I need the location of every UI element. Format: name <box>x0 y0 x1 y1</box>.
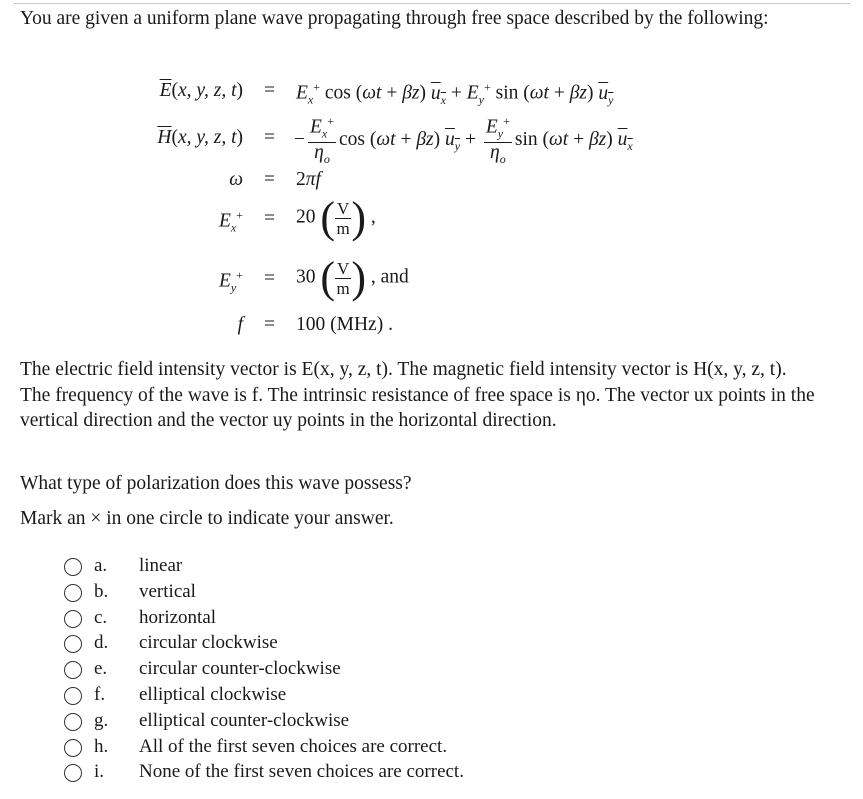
option-label: None of the first seven choices are correct. <box>139 761 464 783</box>
ey-unit-den: m <box>336 278 350 298</box>
option-letter: d. <box>94 632 109 654</box>
radio-a[interactable] <box>64 558 82 576</box>
question-text: What type of polarization does this wave possess? <box>20 473 412 494</box>
ey-value: 30 <box>296 266 316 288</box>
equation-omega-lhs: ω <box>229 169 243 190</box>
option-letter: h. <box>94 735 109 757</box>
option-label: circular counter-clockwise <box>139 658 341 680</box>
radio-e[interactable] <box>64 661 82 679</box>
option-letter: a. <box>94 555 108 576</box>
option-letter: e. <box>94 658 108 680</box>
equation-h-lhs: $\overline{H}(x$, y, z, t) <box>157 127 243 148</box>
radio-h[interactable] <box>64 739 82 757</box>
radio-b[interactable] <box>64 584 82 602</box>
option-label: linear <box>139 555 183 576</box>
radio-f[interactable] <box>64 687 82 705</box>
equation-e-field: $\overline{E}(x$, y, z, t) = $E_x^+$ cos (ωt + βz) $u_x + E_y^+$ sin (ωt + βz) $u_y$ <box>159 80 614 107</box>
equation-ey-lhs: $E_y^+$ <box>218 268 243 295</box>
equation-ex-rhs: 20 ( $\frac{V}{m}$ ) , <box>296 193 376 242</box>
radio-i[interactable] <box>64 764 82 782</box>
ey-suffix: , and <box>370 266 409 288</box>
option-letter: c. <box>94 606 108 628</box>
equation-e-rhs: $E_x^+$ cos (ωt + βz) $u_x + E_y^+$ sin (ωt + βz) $u_y$ <box>296 80 614 107</box>
equation-freq-lhs: f <box>237 314 243 335</box>
equation-freq: f = 100 (MHz) . <box>237 314 393 335</box>
option-label: All of the first seven choices are correct. <box>139 735 448 757</box>
ex-value: 20 <box>296 206 316 228</box>
description-text: The electric field intensity vector is E(x, y, z, t). The magnetic field intensity vector is H(x, y, z, t). The frequency of the wave is f. The intrinsic resistance of free space is ηo. The vector ux points in the vertical direction and the vector uy points in the horizontal direction. <box>20 359 815 431</box>
equation-h-field: $\overline{H}(x$, y, z, t) = − $\frac{E_x^+}{\eta_o}$ cos (ωt + βz) $u_y$ + $\frac{E_y^+}{\eta_o}$ sin (ωt + βz) $u_x$ <box>0 112 863 168</box>
option-label: vertical <box>139 580 196 602</box>
radio-g[interactable] <box>64 713 82 731</box>
equation-omega: ω = 2πf <box>229 169 321 190</box>
instruction-text: Mark an × in one circle to indicate your answer. <box>20 508 394 529</box>
top-rule <box>14 3 850 4</box>
option-label: elliptical clockwise <box>139 683 287 705</box>
ex-unit-den: m <box>336 218 350 238</box>
option-label: horizontal <box>139 606 217 628</box>
option-letter: b. <box>94 580 109 602</box>
intro-text: You are given a uniform plane wave propagating through free space described by the following: <box>20 8 769 29</box>
equation-ey: $E_y^+$ = 30 ( $\frac{V}{m}$ ) , and <box>218 253 409 302</box>
option-letter: f. <box>94 683 106 705</box>
ey-unit-num: V <box>337 258 350 278</box>
equation-h-rhs: − $\frac{E_x^+}{\eta_o}$ cos (ωt + βz) $u_y$ + $\frac{E_y^+}{\eta_o}$ sin (ωt + βz) $u_x$ <box>294 114 633 167</box>
equation-omega-rhs: 2πf <box>296 169 321 190</box>
equation-ey-rhs: 30 ( $\frac{V}{m}$ ) , and <box>296 253 409 302</box>
option-label: circular clockwise <box>139 632 278 654</box>
radio-d[interactable] <box>64 635 82 653</box>
equation-ex-lhs: $E_x^+$ <box>218 208 243 235</box>
equation-ex: $E_x^+$ = 20 ( $\frac{V}{m}$ ) , <box>218 193 376 242</box>
radio-c[interactable] <box>64 610 82 628</box>
equation-freq-rhs: 100 (MHz) . <box>296 314 393 335</box>
equation-e-lhs: $\overline{E}(x$, y, z, t) <box>159 80 243 101</box>
ex-unit-num: V <box>337 198 350 218</box>
ex-suffix: , <box>370 206 376 228</box>
option-letter: i. <box>94 761 105 783</box>
option-label: elliptical counter-clockwise <box>139 709 350 731</box>
option-letter: g. <box>94 709 109 731</box>
